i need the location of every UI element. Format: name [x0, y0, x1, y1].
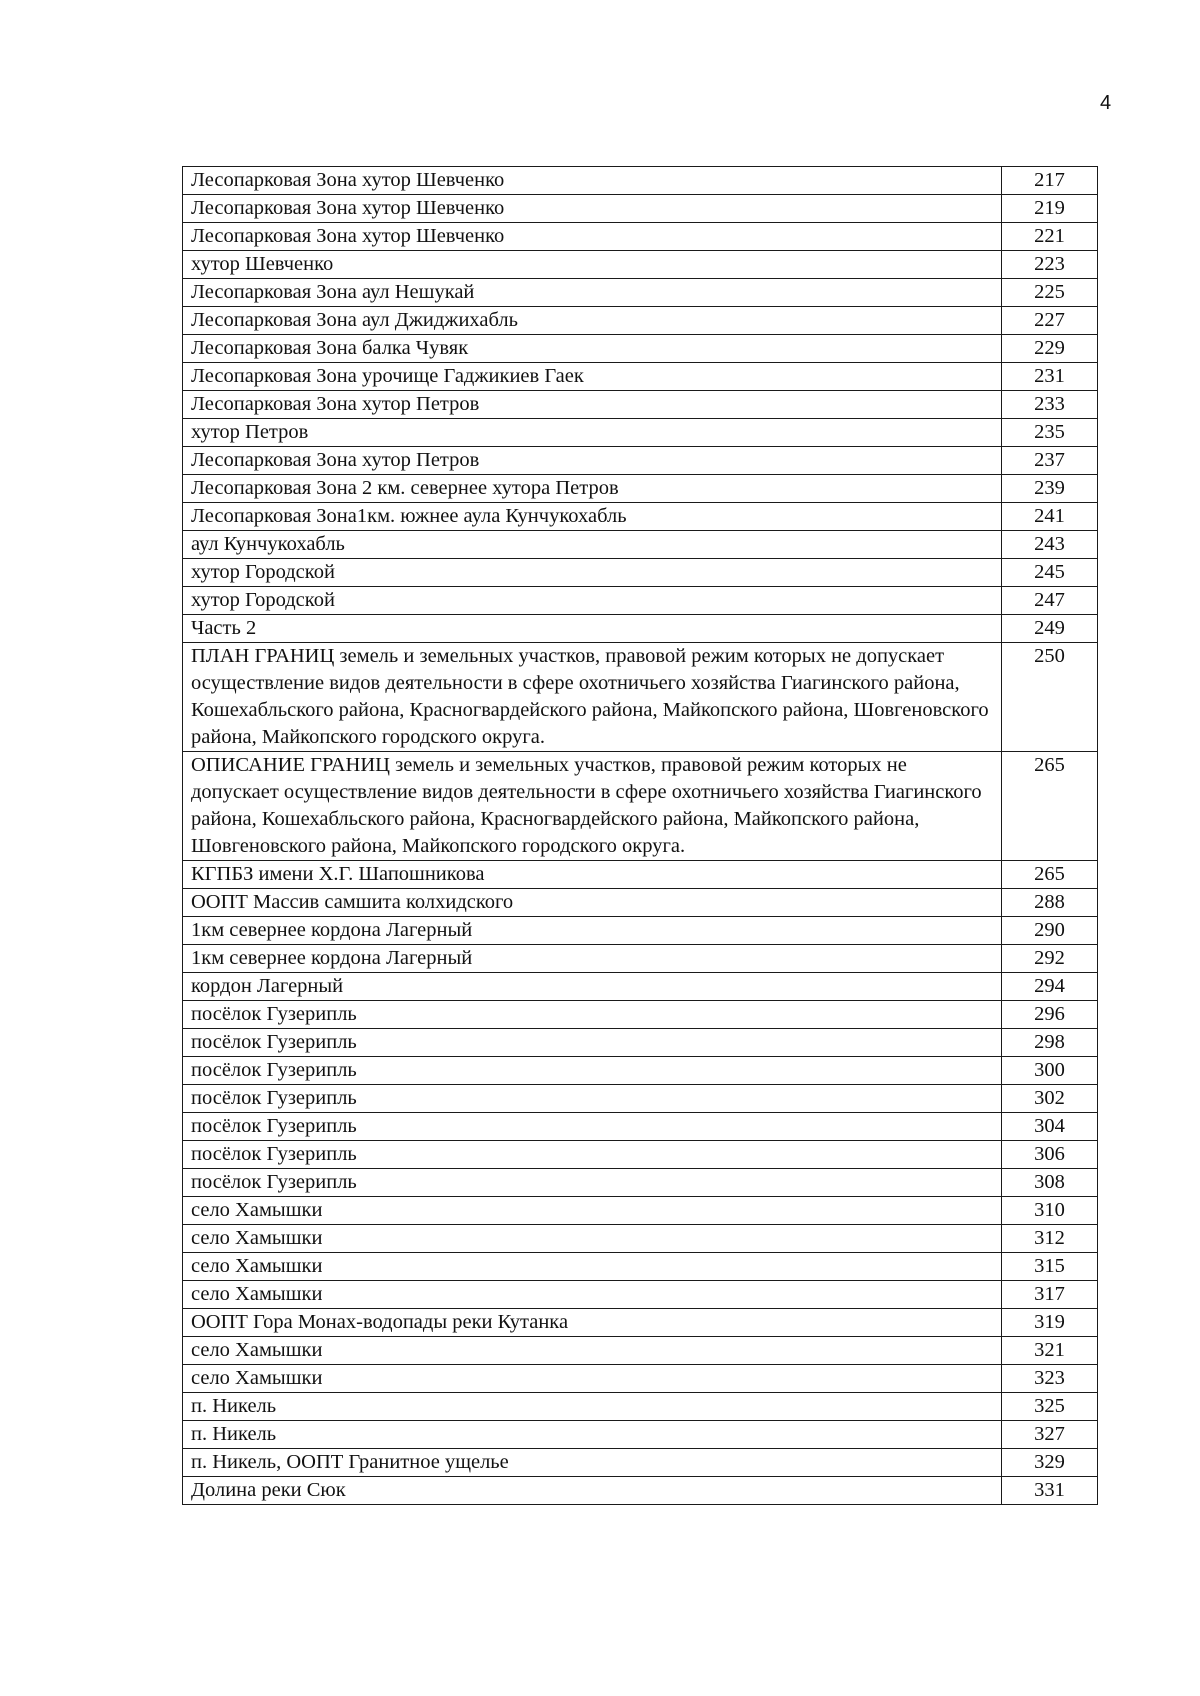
toc-entry-page: 221	[1002, 223, 1098, 251]
toc-entry-page: 306	[1002, 1141, 1098, 1169]
toc-entry-title: Часть 2	[183, 615, 1002, 643]
table-row	[183, 861, 1098, 889]
toc-entry-page: 325	[1002, 1393, 1098, 1421]
table-row	[183, 167, 1098, 195]
table-row	[183, 279, 1098, 307]
toc-entry-title: п. Никель, ООПТ Гранитное ущелье	[183, 1449, 1002, 1477]
toc-entry-title: п. Никель	[183, 1421, 1002, 1449]
toc-entry-title: ООПТ Массив самшита колхидского	[183, 889, 1002, 917]
table-row	[183, 419, 1098, 447]
toc-entry-page: 312	[1002, 1225, 1098, 1253]
toc-entry-page: 249	[1002, 615, 1098, 643]
toc-entry-page: 247	[1002, 587, 1098, 615]
toc-entry-page: 229	[1002, 335, 1098, 363]
toc-entry-title: 1км севернее кордона Лагерный	[183, 945, 1002, 973]
toc-entry-page: 329	[1002, 1449, 1098, 1477]
toc-entry-title: Лесопарковая Зона урочище Гаджикиев Гаек	[183, 363, 1002, 391]
toc-entry-title: КГПБЗ имени Х.Г. Шапошникова	[183, 861, 1002, 889]
toc-entry-page: 302	[1002, 1085, 1098, 1113]
toc-entry-page: 231	[1002, 363, 1098, 391]
toc-entry-page: 265	[1002, 861, 1098, 889]
table-row	[183, 1001, 1098, 1029]
toc-entry-page: 319	[1002, 1309, 1098, 1337]
toc-entry-title: Лесопарковая Зона 2 км. севернее хутора Петров	[183, 475, 1002, 503]
toc-entry-page: 241	[1002, 503, 1098, 531]
toc-entry-page: 331	[1002, 1477, 1098, 1505]
toc-entry-page: 217	[1002, 167, 1098, 195]
table-row	[183, 1281, 1098, 1309]
toc-entry-page: 225	[1002, 279, 1098, 307]
table-row	[183, 643, 1098, 752]
toc-entry-page: 294	[1002, 973, 1098, 1001]
toc-entry-title: село Хамышки	[183, 1197, 1002, 1225]
toc-body	[183, 167, 1098, 1505]
table-row	[183, 531, 1098, 559]
table-row	[183, 1309, 1098, 1337]
table-row	[183, 1113, 1098, 1141]
toc-entry-title: хутор Петров	[183, 419, 1002, 447]
table-row	[183, 251, 1098, 279]
toc-entry-title: Лесопарковая Зона аул Джиджихабль	[183, 307, 1002, 335]
toc-entry-title: село Хамышки	[183, 1281, 1002, 1309]
table-row	[183, 1169, 1098, 1197]
toc-entry-page: 304	[1002, 1113, 1098, 1141]
table-row	[183, 335, 1098, 363]
toc-entry-title: хутор Городской	[183, 559, 1002, 587]
toc-entry-page: 243	[1002, 531, 1098, 559]
toc-entry-title: село Хамышки	[183, 1253, 1002, 1281]
toc-entry-title: Лесопарковая Зона хутор Шевченко	[183, 167, 1002, 195]
table-row	[183, 1449, 1098, 1477]
toc-entry-page: 288	[1002, 889, 1098, 917]
toc-entry-title: хутор Городской	[183, 587, 1002, 615]
toc-entry-title: посёлок Гузерипль	[183, 1113, 1002, 1141]
toc-entry-page: 245	[1002, 559, 1098, 587]
toc-entry-title: село Хамышки	[183, 1365, 1002, 1393]
table-row	[183, 307, 1098, 335]
toc-entry-title: 1км севернее кордона Лагерный	[183, 917, 1002, 945]
toc-entry-page: 265	[1002, 752, 1098, 861]
toc-entry-page: 233	[1002, 391, 1098, 419]
toc-entry-title: ООПТ Гора Монах-водопады реки Кутанка	[183, 1309, 1002, 1337]
table-row	[183, 1365, 1098, 1393]
table-row	[183, 1029, 1098, 1057]
table-row	[183, 223, 1098, 251]
toc-entry-title: Лесопарковая Зона аул Нешукай	[183, 279, 1002, 307]
table-row	[183, 475, 1098, 503]
table-row	[183, 1225, 1098, 1253]
table-row	[183, 917, 1098, 945]
toc-entry-title: п. Никель	[183, 1393, 1002, 1421]
toc-entry-page: 323	[1002, 1365, 1098, 1393]
toc-entry-title: кордон Лагерный	[183, 973, 1002, 1001]
toc-entry-title: посёлок Гузерипль	[183, 1029, 1002, 1057]
table-row	[183, 945, 1098, 973]
table-row	[183, 1337, 1098, 1365]
toc-entry-title: хутор Шевченко	[183, 251, 1002, 279]
table-of-contents	[182, 166, 1098, 1505]
toc-entry-title: посёлок Гузерипль	[183, 1169, 1002, 1197]
table-row	[183, 1057, 1098, 1085]
table-row	[183, 195, 1098, 223]
table-row	[183, 1393, 1098, 1421]
toc-entry-title: аул Кунчукохабль	[183, 531, 1002, 559]
toc-entry-page: 327	[1002, 1421, 1098, 1449]
toc-entry-page: 321	[1002, 1337, 1098, 1365]
toc-entry-title: Лесопарковая Зона хутор Шевченко	[183, 195, 1002, 223]
toc-entry-page: 317	[1002, 1281, 1098, 1309]
toc-entry-title: посёлок Гузерипль	[183, 1057, 1002, 1085]
toc-entry-page: 219	[1002, 195, 1098, 223]
toc-entry-page: 315	[1002, 1253, 1098, 1281]
table-row	[183, 1421, 1098, 1449]
table-row	[183, 559, 1098, 587]
toc-entry-page: 300	[1002, 1057, 1098, 1085]
toc-entry-page: 290	[1002, 917, 1098, 945]
toc-entry-title: Лесопарковая Зона1км. южнее аула Кунчукохабль	[183, 503, 1002, 531]
table-row	[183, 889, 1098, 917]
table-row	[183, 1477, 1098, 1505]
table-row	[183, 1141, 1098, 1169]
toc-entry-title: Долина реки Сюк	[183, 1477, 1002, 1505]
toc-entry-title: Лесопарковая Зона хутор Петров	[183, 391, 1002, 419]
toc-entry-page: 250	[1002, 643, 1098, 752]
toc-entry-page: 235	[1002, 419, 1098, 447]
toc-entry-title: Лесопарковая Зона балка Чувяк	[183, 335, 1002, 363]
table-row	[183, 587, 1098, 615]
toc-entry-page: 298	[1002, 1029, 1098, 1057]
table-row	[183, 973, 1098, 1001]
table-row	[183, 1197, 1098, 1225]
table-row	[183, 391, 1098, 419]
page-number: 4	[1100, 92, 1112, 114]
toc-entry-title: Лесопарковая Зона хутор Шевченко	[183, 223, 1002, 251]
toc-entry-title: ОПИСАНИЕ ГРАНИЦ земель и земельных участков, правовой режим которых не допускает осуществление видов деятельности в сфере охотничьего хозяйства Гиагинского района, Кошехабльского района, Красногвардейского района, Майкопского района, Шовгеновского района, Майкопского городского округа.	[183, 752, 1002, 861]
table-row	[183, 615, 1098, 643]
toc-entry-page: 292	[1002, 945, 1098, 973]
toc-entry-title: село Хамышки	[183, 1225, 1002, 1253]
toc-entry-page: 308	[1002, 1169, 1098, 1197]
toc-entry-title: посёлок Гузерипль	[183, 1001, 1002, 1029]
toc-entry-title: село Хамышки	[183, 1337, 1002, 1365]
table-row	[183, 447, 1098, 475]
table-row	[183, 503, 1098, 531]
toc-entry-page: 237	[1002, 447, 1098, 475]
table-row	[183, 752, 1098, 861]
toc-entry-page: 296	[1002, 1001, 1098, 1029]
toc-entry-title: посёлок Гузерипль	[183, 1085, 1002, 1113]
toc-entry-title: посёлок Гузерипль	[183, 1141, 1002, 1169]
toc-entry-page: 227	[1002, 307, 1098, 335]
toc-entry-title: Лесопарковая Зона хутор Петров	[183, 447, 1002, 475]
toc-entry-page: 239	[1002, 475, 1098, 503]
toc-entry-page: 310	[1002, 1197, 1098, 1225]
toc-entry-page: 223	[1002, 251, 1098, 279]
table-row	[183, 363, 1098, 391]
table-row	[183, 1253, 1098, 1281]
toc-entry-title: ПЛАН ГРАНИЦ земель и земельных участков, правовой режим которых не допускает осуществление видов деятельности в сфере охотничьего хозяйства Гиагинского района, Кошехабльского района, Красногвардейского района, Майкопского района, Шовгеновского района, Майкопского городского округа.	[183, 643, 1002, 752]
table-row	[183, 1085, 1098, 1113]
